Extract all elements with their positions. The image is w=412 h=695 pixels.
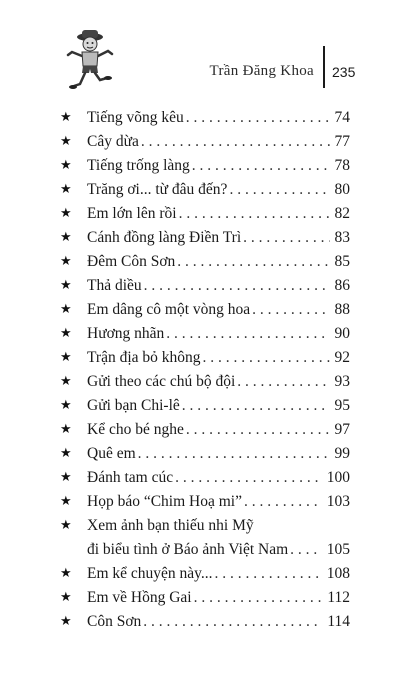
toc-entry-title: Hương nhãn	[87, 325, 165, 342]
star-bullet-icon: ★	[60, 493, 72, 508]
star-bullet-icon: ★	[60, 229, 72, 244]
leader-dots	[177, 250, 329, 274]
leader-dots	[182, 394, 330, 418]
star-bullet-icon: ★	[60, 373, 72, 388]
leader-dots	[229, 178, 329, 202]
star-bullet-icon: ★	[60, 517, 72, 532]
toc-entry-page: 108	[326, 565, 350, 582]
toc-entry-title: Em lớn lên rồi	[87, 205, 177, 222]
toc-entry-page: 90	[334, 325, 350, 342]
star-bullet-icon: ★	[60, 589, 72, 604]
leader-dots	[138, 442, 330, 466]
leader-dots	[243, 226, 329, 250]
leader-dots	[244, 490, 322, 514]
toc-entry-title: Đánh tam cúc	[87, 469, 174, 486]
toc-entry-page: 88	[334, 301, 350, 318]
star-bullet-icon: ★	[60, 349, 72, 364]
toc-entry-page: 74	[334, 109, 350, 126]
star-bullet-icon: ★	[60, 421, 72, 436]
toc-entry-title-line2: đi biểu tình ở Báo ảnh Việt Nam	[87, 541, 289, 558]
running-header-author: Trần Đăng Khoa	[209, 63, 314, 79]
toc-entry	[60, 370, 350, 394]
star-bullet-icon: ★	[60, 109, 72, 124]
toc-entry-title: Cây dừa	[87, 133, 139, 150]
leader-dots	[290, 538, 322, 562]
toc-entry-page: 93	[334, 373, 350, 390]
toc-entry	[60, 274, 350, 298]
star-bullet-icon: ★	[60, 181, 72, 196]
toc-entry-page: 78	[334, 157, 350, 174]
toc-entry-title: Tiếng võng kêu	[87, 109, 184, 126]
toc-entry	[60, 250, 350, 274]
star-bullet-icon: ★	[60, 469, 72, 484]
star-bullet-icon: ★	[60, 565, 72, 580]
toc-entry-title: Cánh đồng làng Điền Trì	[87, 229, 242, 246]
star-bullet-icon: ★	[60, 397, 72, 412]
toc-entry-title: Họp báo “Chim Hoạ mi”	[87, 493, 242, 510]
toc-entry	[60, 178, 350, 202]
toc-entry-page: 77	[334, 133, 350, 150]
leader-dots	[203, 346, 330, 370]
leader-dots	[252, 298, 329, 322]
toc-entry-page: 83	[334, 229, 350, 246]
toc-entry	[60, 298, 350, 322]
leader-dots	[144, 274, 330, 298]
toc-entry	[60, 418, 350, 442]
leader-dots	[186, 106, 330, 130]
leader-dots	[179, 202, 330, 226]
toc-entry	[60, 466, 350, 490]
toc-entry	[60, 586, 350, 610]
star-bullet-icon: ★	[60, 613, 72, 628]
toc-entry-title: Quê em	[87, 445, 136, 462]
star-bullet-icon: ★	[60, 277, 72, 292]
toc-entry-page: 100	[326, 469, 350, 486]
toc-entry-title: Trăng ơi... từ đâu đến?	[87, 181, 228, 198]
toc-entry-page: 97	[334, 421, 350, 438]
leader-dots	[141, 130, 330, 154]
leader-dots	[143, 610, 322, 634]
leader-dots	[175, 466, 322, 490]
toc-entry	[60, 130, 350, 154]
toc-entry-title: Trận địa bỏ không	[87, 349, 201, 366]
toc-entry	[60, 154, 350, 178]
toc-entry-page: 105	[326, 541, 350, 558]
toc-entry-title: Gửi bạn Chi-lê	[87, 397, 180, 414]
toc-entry	[60, 442, 350, 466]
toc-entry-page: 86	[334, 277, 350, 294]
toc-entry-multiline	[60, 514, 350, 562]
star-bullet-icon: ★	[60, 253, 72, 268]
star-bullet-icon: ★	[60, 325, 72, 340]
toc-entry-page: 82	[334, 205, 350, 222]
toc-entry-page: 112	[327, 589, 350, 606]
toc-entry	[60, 562, 350, 586]
toc-entry-page: 80	[334, 181, 350, 198]
toc-entry-title: Gửi theo các chú bộ đội	[87, 373, 236, 390]
leader-dots	[186, 418, 330, 442]
toc-entry	[60, 226, 350, 250]
toc-entry-title: Côn Sơn	[87, 613, 142, 630]
toc-entry-title: Tiếng trống làng	[87, 157, 190, 174]
toc-entry-title: Kể cho bé nghe	[87, 421, 184, 438]
toc-entry-page: 92	[334, 349, 350, 366]
toc-entry-title: Em dâng cô một vòng hoa	[87, 301, 251, 318]
leader-dots	[237, 370, 329, 394]
toc-entry-title: Thả diều	[87, 277, 142, 294]
leader-dots	[192, 154, 330, 178]
toc-entry-title: Đêm Côn Sơn	[87, 253, 176, 270]
page-number: 235	[332, 64, 356, 80]
toc-entry-page: 114	[327, 613, 350, 630]
star-bullet-icon: ★	[60, 205, 72, 220]
toc-entry-title: Em kể chuyện này...	[87, 565, 213, 582]
star-bullet-icon: ★	[60, 133, 72, 148]
child-mascot-illustration	[60, 28, 120, 94]
toc-entry	[60, 394, 350, 418]
star-bullet-icon: ★	[60, 157, 72, 172]
toc-entry	[60, 610, 350, 634]
toc-entry-title-line1: Xem ảnh bạn thiếu nhi Mỹ	[87, 517, 254, 534]
toc-entry-page: 95	[334, 397, 350, 414]
table-of-contents	[60, 106, 350, 634]
toc-entry-page: 85	[334, 253, 350, 270]
star-bullet-icon: ★	[60, 301, 72, 316]
toc-entry	[60, 202, 350, 226]
leader-dots	[166, 322, 329, 346]
toc-entry	[60, 490, 350, 514]
toc-entry	[60, 346, 350, 370]
header-divider	[323, 46, 325, 88]
toc-entry	[60, 106, 350, 130]
toc-entry-title: Em về Hồng Gai	[87, 589, 192, 606]
star-bullet-icon: ★	[60, 445, 72, 460]
leader-dots	[194, 586, 323, 610]
toc-entry-page: 103	[326, 493, 350, 510]
leader-dots	[215, 562, 322, 586]
toc-entry	[60, 322, 350, 346]
toc-entry-page: 99	[334, 445, 350, 462]
